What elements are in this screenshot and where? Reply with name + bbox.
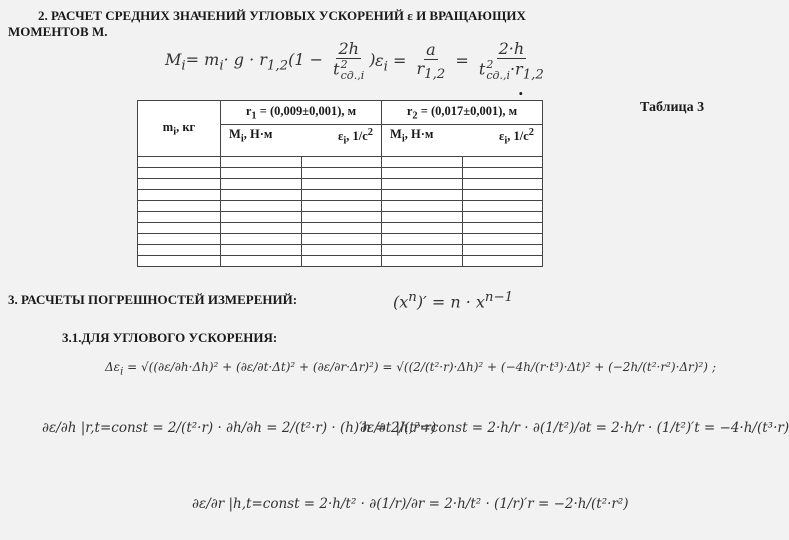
table-cell xyxy=(462,256,543,267)
dot: . xyxy=(518,80,524,99)
table-header-mass: $m_i$, кг xyxy=(138,101,221,157)
table-row xyxy=(138,157,543,168)
table-subheader-r1: $M_i$, Н·м $\varepsilon_i$, $1/с^2$ xyxy=(221,124,382,156)
table-cell xyxy=(221,157,302,168)
table-row xyxy=(138,201,543,212)
table-caption: Таблица 3 xyxy=(640,100,705,115)
table-cell xyxy=(221,179,302,190)
table-cell xyxy=(382,234,463,245)
table-cell xyxy=(138,201,221,212)
table-header-r1: $r_1 = (0,009\pm 0,001)$, м xyxy=(221,101,382,125)
formula-moment: $M_i= m_i\cdot g \cdot r_{1,2}(1$ − 2h t 2 сд.,i ) xyxy=(165,39,376,83)
table-cell xyxy=(382,190,463,201)
section-2-title-line2: МОМЕНТОВ М. xyxy=(8,24,108,39)
section-2-title-line1: 2. РАСЧЕТ СРЕДНИХ ЗНАЧЕНИЙ УГЛОВЫХ УСКОРЕНИЙ ε И ВРАЩАЮЩИХ xyxy=(38,8,526,23)
table-row xyxy=(138,212,543,223)
table-header-r2: $r_2 = (0,017\pm 0,001)$, м xyxy=(382,101,543,125)
formula-angular-acceleration: $\varepsilon_i$ = $\frac{a}{r_{1,2}}$ = 2·h t 2 сд.,i $\cdot r_{1,2}$ xyxy=(375,39,544,84)
table-row xyxy=(138,256,543,267)
formula-derivative-h: ∂ε/∂h |r,t=const = 2/(t²·r) · ∂h/∂h = 2/(t²·r) · (h)′h = 2/(t²·r) xyxy=(42,420,437,436)
table-cell xyxy=(301,245,382,256)
formula-derivative-r: ∂ε/∂r |h,t=const = 2·h/t² · ∂(1/r)/∂r = 2·h/t² · (1/r)′r = −2·h/(t²·r²) xyxy=(192,496,629,512)
table-row xyxy=(138,190,543,201)
table-row xyxy=(138,168,543,179)
table-cell xyxy=(301,157,382,168)
table-cell xyxy=(301,168,382,179)
table-cell xyxy=(382,245,463,256)
table-cell xyxy=(462,201,543,212)
section-3-title: 3. РАСЧЕТЫ ПОГРЕШНОСТЕЙ ИЗМЕРЕНИЙ: xyxy=(8,292,298,307)
table-cell xyxy=(301,256,382,267)
table-cell xyxy=(462,212,543,223)
table-cell xyxy=(138,212,221,223)
table-body xyxy=(138,157,543,267)
power-rule-formula: $(x^n)' = n \cdot x^{n-1}$ xyxy=(393,290,514,312)
table-cell xyxy=(382,201,463,212)
table-cell xyxy=(301,234,382,245)
table-row xyxy=(138,245,543,256)
table-cell xyxy=(382,157,463,168)
formula-derivative-t: ∂ε/∂t |h,r=const = 2·h/r · ∂(1/t²)/∂t = 2·h/r · (1/t²)′t = −4·h/(t³·r) xyxy=(360,420,789,436)
table-cell xyxy=(138,168,221,179)
table-cell xyxy=(382,223,463,234)
table-cell xyxy=(221,245,302,256)
table-cell xyxy=(382,256,463,267)
table-cell xyxy=(382,179,463,190)
table-cell xyxy=(221,212,302,223)
table-cell xyxy=(138,157,221,168)
table-cell xyxy=(462,179,543,190)
table-cell xyxy=(462,168,543,179)
table-cell xyxy=(221,190,302,201)
table-cell xyxy=(138,190,221,201)
table-cell xyxy=(301,190,382,201)
table-cell xyxy=(462,157,543,168)
table-row xyxy=(138,234,543,245)
table-cell xyxy=(301,212,382,223)
table-cell xyxy=(138,234,221,245)
table-cell xyxy=(462,234,543,245)
table-subheader-r2: $M_i$, Н·м $\varepsilon_i$, $1/с^2$ xyxy=(382,124,543,156)
table-cell xyxy=(221,234,302,245)
table-cell xyxy=(462,223,543,234)
table-cell xyxy=(301,223,382,234)
table-cell xyxy=(221,201,302,212)
table-cell xyxy=(301,201,382,212)
table-row xyxy=(138,179,543,190)
table-cell xyxy=(382,168,463,179)
table-cell xyxy=(221,223,302,234)
formula-delta-epsilon: $\Delta\varepsilon_i = √((\partial\varepsilon/\partial h\cdot\Delta h)^2 + (\partial\varepsilon/\partial t\cdot\Delta t)^2 + (\partial\varepsilon/\partial r\cdot\Delta r)^2) = √((2/(t^2\cdot r)\cdot\Delta h)^2 + (-4h/(r\cdot t^3)\cdot\Delta t)^2 + (-2h/(t^2\cdot r^2)\cdot\Delta r)^2)$ ; xyxy=(105,360,717,378)
table-cell xyxy=(221,168,302,179)
section-3-1-title: 3.1.ДЛЯ УГЛОВОГО УСКОРЕНИЯ: xyxy=(62,330,278,345)
table-row xyxy=(138,223,543,234)
table-cell xyxy=(462,190,543,201)
results-table xyxy=(137,100,543,267)
table-cell xyxy=(382,212,463,223)
table-cell xyxy=(221,256,302,267)
table-cell xyxy=(462,245,543,256)
table-cell xyxy=(301,179,382,190)
table-cell xyxy=(138,245,221,256)
table-cell xyxy=(138,223,221,234)
table-cell xyxy=(138,256,221,267)
table-cell xyxy=(138,179,221,190)
